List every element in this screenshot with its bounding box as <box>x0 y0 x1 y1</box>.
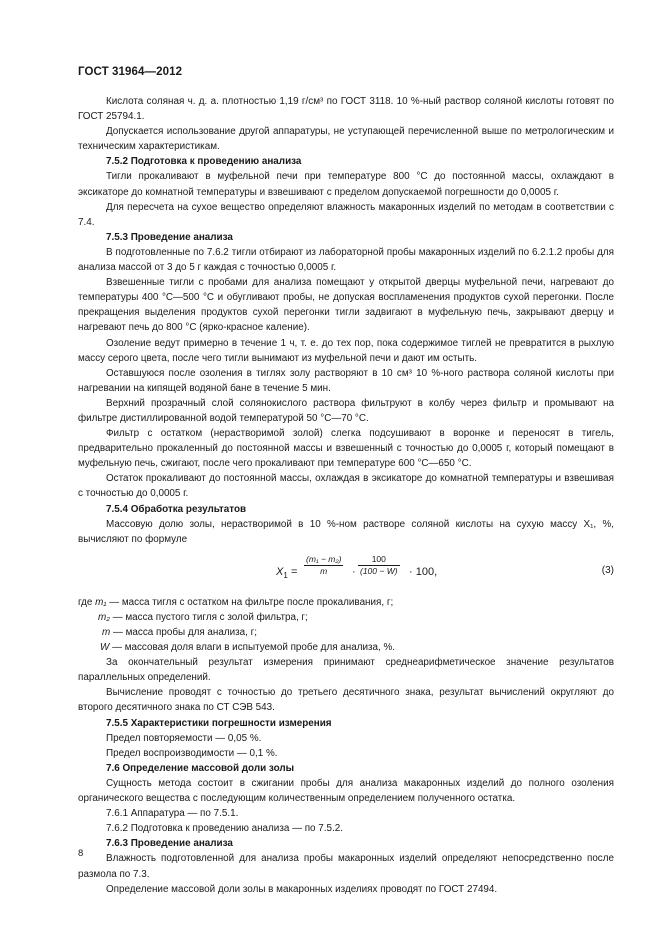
paragraph: Кислота соляная ч. д. а. плотностью 1,19 г/см³ по ГОСТ 3118. 10 %-ный раствор соляной кислоты готовят по ГОСТ 25794.1. <box>78 96 614 123</box>
paragraph: В подготовленные по 7.6.2 тигли отбирают из лабораторной пробы макаронных изделий по 6.2.1.2 пробы для анализа массой от 3 до 5 г каждая с точностью 0,0005 г. <box>78 246 614 274</box>
formula-number: (3) <box>601 564 614 576</box>
paragraph: Тигли прокаливают в муфельной печи при температуре 800 °С до постоянной массы, охлаждают в эксикаторе до комнатной температуры и взвешивают с пределом допускаемой погрешности до 0,0005 г. <box>78 171 614 198</box>
paragraph: Оставшуюся после озоления в тиглях золу растворяют в 10 см³ 10 %-ного раствора соляной кислоты при нагревании на кипящей водяной бане в течение 5 мин. <box>78 367 614 394</box>
paragraph: Верхний прозрачный слой солянокислого раствора фильтруют в колбу через фильтр и промывают на фильтре дистиллированной водой температурой 50 °С—70 °С. <box>78 397 614 424</box>
paragraph: Предел воспроизводимости — 0,1 %. <box>106 747 278 759</box>
formula-3 <box>78 551 614 589</box>
paragraph: Определение массовой доли золы в макаронных изделиях проводят по ГОСТ 27494. <box>106 883 498 895</box>
definition-item: m — масса пробы для анализа, г; <box>102 627 257 638</box>
paragraph: Озоление ведут примерно в течение 1 ч, т. е. до тех пор, пока содержимое тиглей не превратится в рыхлую массу серого цвета, после чего тигли вынимают из муфельной печи и дают им остыть. <box>78 337 614 364</box>
paragraph: Взвешенные тигли с пробами для анализа помещают у открытой дверцы муфельной печи, нагревают до температуры 400 °С—500 °С и обугливают пробы, не допуская воспламенения продуктов сухой перегонки. После прекращения выделения продуктов сухой перегонки тигли задвигают в муфельную печь, закрывают дверцу и нагревают печь до 800 °С (ярко-красное каление). <box>78 277 614 334</box>
paragraph: Остаток прокаливают до постоянной массы, охлаждая в эксикаторе до комнатной температуры и взвешивая с точностью до 0,0005 г. <box>78 473 614 500</box>
document-header: ГОСТ 31964—2012 <box>78 66 183 78</box>
formula-fraction-1: $\frac{\text{(m₁ − m₂)}}{m}$ <box>306 553 342 576</box>
section-heading-7-5-5: 7.5.5 Характеристики погрешности измерения <box>106 717 332 729</box>
formula-dot: · <box>352 565 356 578</box>
page-number: 8 <box>78 848 84 859</box>
formula-fraction-2: $\frac{100}{(100 - W)}$ <box>360 553 398 576</box>
paragraph: Допускается использование другой аппаратуры, не уступающей перечисленной выше по метрологическим и техническим характеристикам. <box>78 126 614 153</box>
formula-lhs: $X_1$ <box>276 565 288 580</box>
formula-equals: = <box>291 565 298 578</box>
paragraph: За окончательный результат измерения принимают среднеарифметическое значение результатов параллельных определений. <box>78 657 614 684</box>
paragraph: 7.6.2 Подготовка к проведению анализа — по 7.5.2. <box>106 823 343 835</box>
definition-item: W — массовая доля влаги в испытуемой пробе для анализа, %. <box>100 642 396 654</box>
section-heading-7-5-4: 7.5.4 Обработка результатов <box>106 503 247 515</box>
formula-tail: · 100, <box>409 565 438 578</box>
paragraph: Для пересчета на сухое вещество определяют влажность макаронных изделий по методам в соответствии с 7.4. <box>78 201 614 228</box>
paragraph: Сущность метода состоит в сжигании пробы для анализа макаронных изделий до полного озоления органического вещества с последующим количественным определением полученного остатка. <box>78 777 614 805</box>
paragraph: 7.6.1 Аппаратура — по 7.5.1. <box>106 808 239 820</box>
paragraph: Влажность подготовленной для анализа пробы макаронных изделий определяют непосредственно после размола по 7.3. <box>78 853 614 880</box>
page-content <box>78 94 614 897</box>
section-heading-7-5-2: 7.5.2 Подготовка к проведению анализа <box>106 156 302 168</box>
section-heading-7-5-3: 7.5.3 Проведение анализа <box>106 231 233 243</box>
definition-item: где m₁ — масса тигля с остатком на фильтре после прокаливания, г; <box>78 596 394 608</box>
section-heading-7-6: 7.6 Определение массовой доли золы <box>106 762 295 774</box>
paragraph: Предел повторяемости — 0,05 %. <box>106 732 262 744</box>
paragraph: Вычисление проводят с точностью до третьего десятичного знака, результат вычислений округляют до второго десятичного знака по СТ СЭВ 543. <box>78 687 614 714</box>
definition-item: m₂ — масса пустого тигля с золой фильтра, г; <box>98 611 308 623</box>
section-heading-7-6-3: 7.6.3 Проведение анализа <box>106 838 233 850</box>
paragraph: Массовую долю золы, нерастворимой в 10 %-ном растворе соляной кислоты на сухую массу X₁, %, вычисляют по формуле <box>78 518 614 545</box>
formula-definitions <box>78 595 614 655</box>
paragraph: Фильтр с остатком (нерастворимой золой) слегка подсушивают в воронке и переносят в тигель, предварительно прокаленный до постоянной массы и взвешенный с точностью до 0,0005 г, который помещают в муфельную печь, сжигают, после чего прокаливают при температуре 600 °С—650 °С. <box>78 428 614 470</box>
